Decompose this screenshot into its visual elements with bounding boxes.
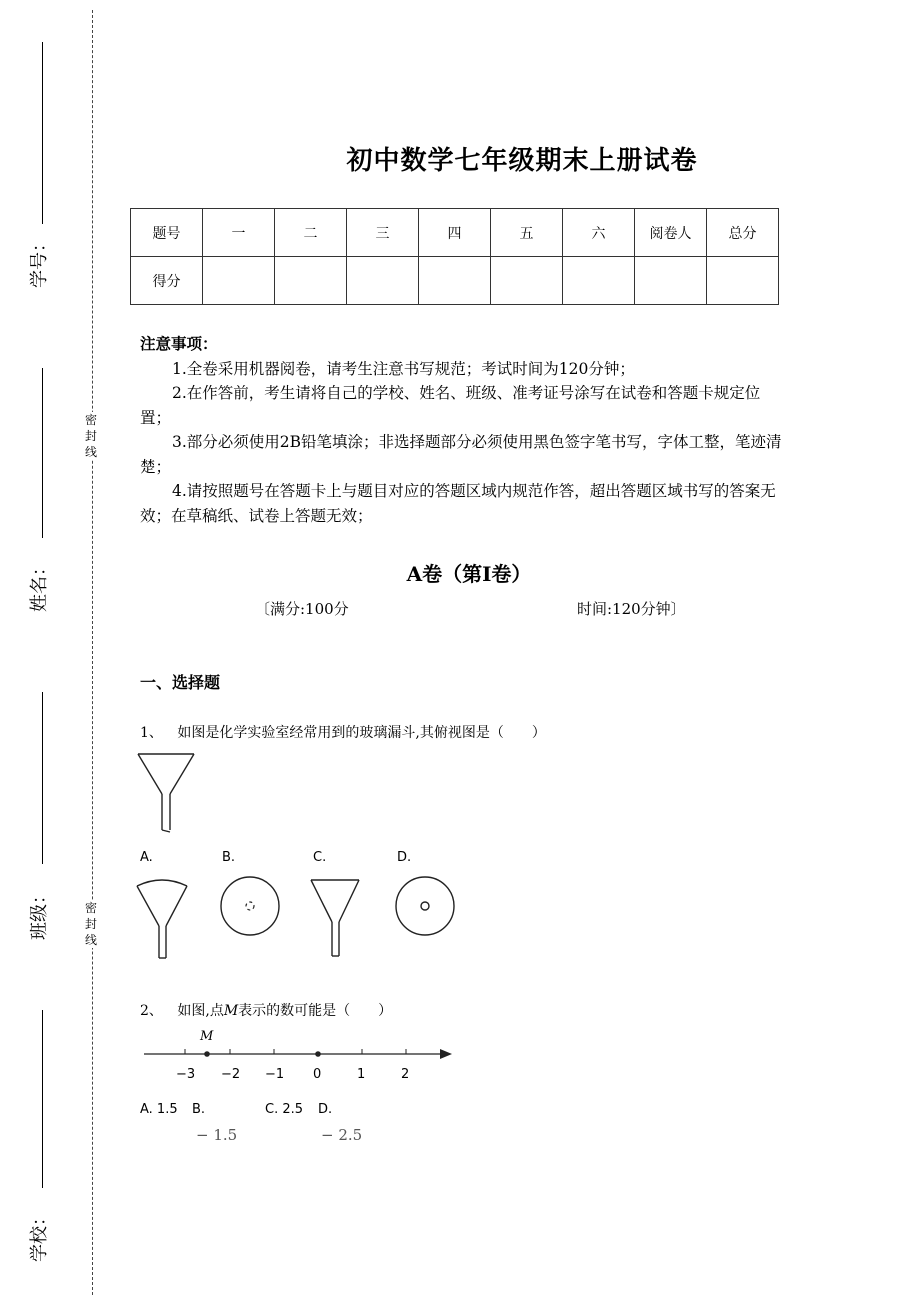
school-blank	[42, 1010, 43, 1188]
q2-option-b-value: − 1.5	[196, 1126, 238, 1144]
point-m-marker	[204, 1051, 210, 1057]
score-table-score-row	[131, 257, 779, 305]
option-b-figure	[218, 874, 282, 938]
name-blank	[42, 368, 43, 538]
q2-option-c: C. 2.5	[265, 1102, 304, 1117]
point-m-label: M	[200, 1029, 214, 1044]
question-2	[140, 1000, 392, 1020]
tick-label: 1	[357, 1067, 366, 1082]
option-b-label: B.	[222, 850, 236, 865]
note-item: 3.部分必须使用2B铅笔填涂；非选择题部分必须使用黑色签字笔书写，字体工整，笔迹清楚；	[140, 433, 782, 476]
tick-label: −1	[265, 1067, 285, 1082]
option-a-label: A.	[140, 850, 153, 865]
note-item: 4.请按照题号在答题卡上与题目对应的答题区域内规范作答，超出答题区域书写的答案无效；在草稿纸、试卷上答题无效；	[140, 482, 776, 525]
question-1	[140, 722, 546, 742]
class-blank	[42, 692, 43, 864]
option-c-label: C.	[313, 850, 327, 865]
q2-option-b: B.	[192, 1102, 206, 1117]
score-cell	[347, 257, 419, 305]
question-text-before: 如图,点	[177, 1003, 224, 1019]
notes-heading: 注意事项：	[140, 334, 218, 353]
section-title: A卷（第Ⅰ卷）	[406, 562, 532, 586]
header-cell: 题号	[131, 209, 203, 257]
exam-time: 时间:120分钟〕	[577, 600, 686, 618]
exam-title: 初中数学七年级期末上册试卷	[346, 146, 698, 176]
full-score: 〔满分:100分	[255, 600, 349, 618]
header-cell: 四	[419, 209, 491, 257]
seal-line-text-top: 密封线	[84, 413, 97, 459]
question-text-after: 表示的数可能是（ ）	[238, 1003, 393, 1019]
score-cell	[707, 257, 779, 305]
header-cell: 三	[347, 209, 419, 257]
q2-option-d-value: − 2.5	[321, 1126, 363, 1144]
funnel-figure	[136, 748, 198, 836]
school-label: 学校：	[29, 1208, 50, 1262]
score-cell	[419, 257, 491, 305]
binding-dashed-line	[92, 10, 93, 1295]
score-row-label: 得分	[131, 257, 203, 305]
question-text: 如图是化学实验室经常用到的玻璃漏斗,其俯视图是（ ）	[177, 725, 546, 741]
score-cell	[635, 257, 707, 305]
option-c-figure	[308, 874, 364, 960]
notes-block	[140, 332, 785, 528]
header-cell: 二	[275, 209, 347, 257]
tick-label: −3	[176, 1067, 196, 1082]
option-d-label: D.	[397, 850, 412, 865]
header-cell: 五	[491, 209, 563, 257]
header-cell: 阅卷人	[635, 209, 707, 257]
score-cell	[203, 257, 275, 305]
score-table-header-row	[131, 209, 779, 257]
name-label: 姓名：	[29, 558, 50, 612]
origin-marker	[315, 1051, 321, 1057]
seal-line-text-bottom: 密封线	[84, 901, 97, 947]
student-id-label: 学号：	[29, 234, 50, 288]
question-number: 2、	[140, 1003, 163, 1019]
score-cell	[275, 257, 347, 305]
q2-option-a: A. 1.5	[140, 1102, 178, 1117]
header-cell: 六	[563, 209, 635, 257]
point-variable: M	[223, 1003, 239, 1019]
q2-option-d: D.	[318, 1102, 333, 1117]
option-a-figure	[135, 876, 191, 962]
header-cell: 总分	[707, 209, 779, 257]
score-cell	[491, 257, 563, 305]
student-id-blank	[42, 42, 43, 224]
tick-label: 0	[313, 1067, 322, 1082]
note-item: 2.在作答前，考生请将自己的学校、姓名、班级、准考证号涂写在试卷和答题卡规定位置；	[140, 384, 761, 427]
option-d-figure	[393, 874, 457, 938]
header-cell: 一	[203, 209, 275, 257]
part-title: 一、选择题	[140, 673, 221, 692]
score-cell	[563, 257, 635, 305]
class-label: 班级：	[29, 886, 50, 940]
note-item: 1.全卷采用机器阅卷，请考生注意书写规范；考试时间为120分钟；	[172, 359, 635, 378]
question-number: 1、	[140, 725, 163, 741]
tick-label: −2	[221, 1067, 241, 1082]
score-table	[130, 208, 779, 305]
tick-label: 2	[401, 1067, 410, 1082]
